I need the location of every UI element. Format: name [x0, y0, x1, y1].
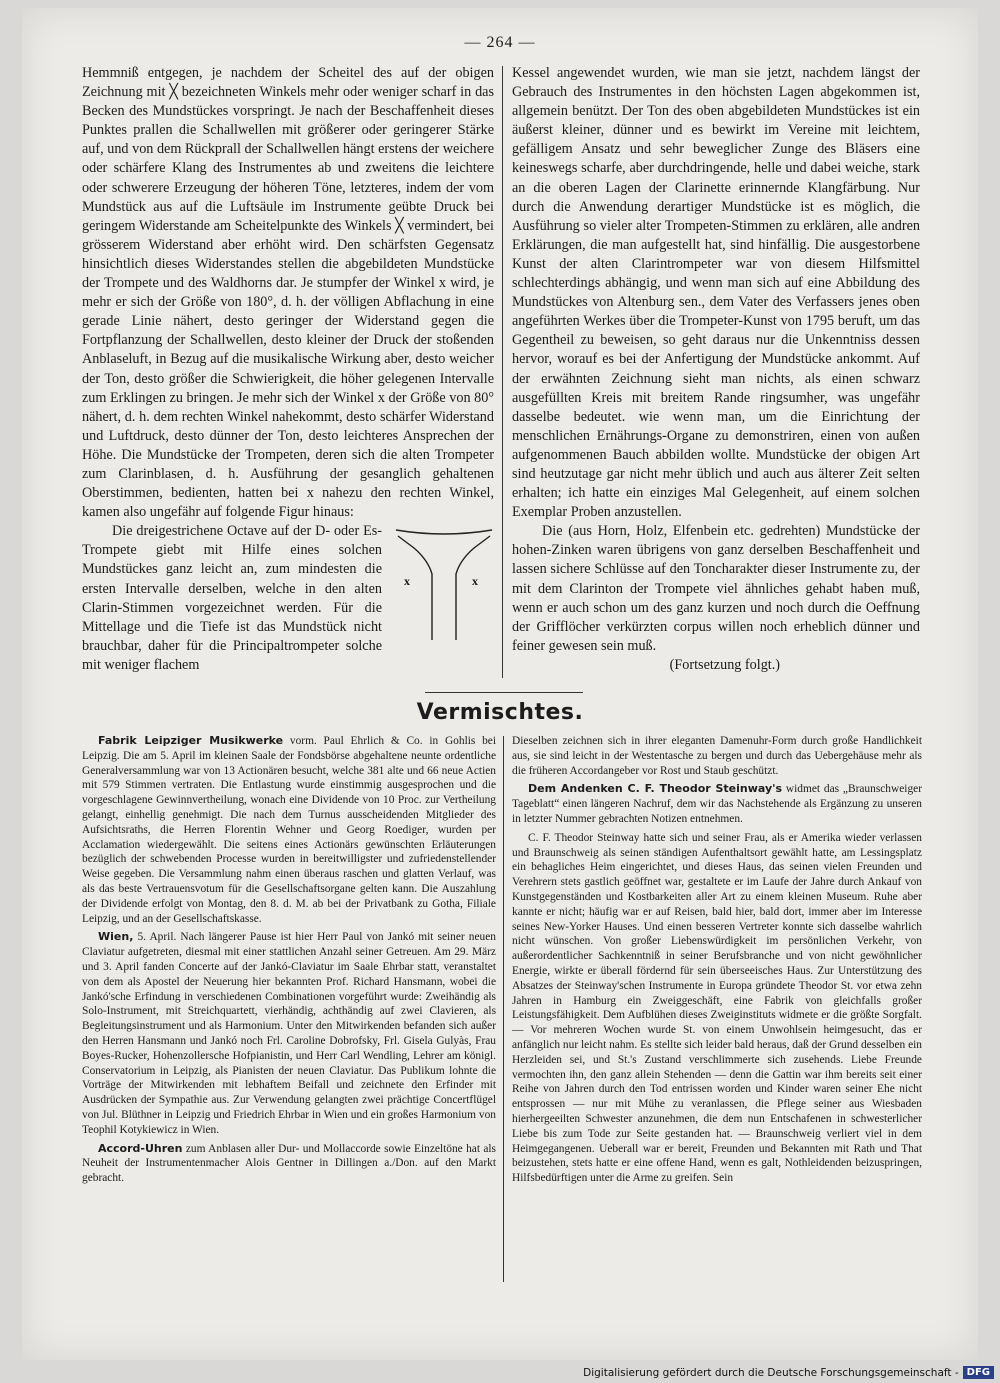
article-paragraph: Die dreigestrichene Octave auf der D- oder Es-Trompete giebt mit Hilfe eines solchen Mundstückes ganz leicht an, zum mindesten die ersten Intervalle derselben, welche in den alten Clarin-Stimmen vorgezeichnet werden. Für die Mittellage und die Tiefe ist das Mundstück nicht brauchbar, daher für die Principaltrompeter solche mit weniger flachem [82, 523, 382, 673]
news-item [82, 930, 496, 1137]
article-right-column [512, 64, 920, 675]
column-divider [502, 66, 503, 678]
news-right-column [512, 734, 922, 1190]
news-item-body: C. F. Theodor Steinway hatte sich und seiner Frau, als er Amerika wieder verlassen und Braunschweig als seinen ständigen Aufenthaltsort gewählt hatte, am Lessingsplatz ein behagliches Heim eingerichtet, und dieses Haus, das seinen vielen Freunden und Verehrern stets gastlich geöffnet war, gestaltete er im Laufe der Jahre durch Ankauf von Kunstgegenständen und Kostbarkeiten aller Art zu einem kleinen Museum. Ruhe aber kannte er nicht; häufig war er auf Reisen, bald hier, bald dort, immer aber im Interesse seines New-Yorker Hauses. Und einen besseren Vertreter konnte sich dasselbe wahrlich nicht wünschen. Von großer Liebenswürdigkeit im persönlichen Verkehr, von außerordentlicher Sachkenntniß in seiner Berufsbranche und von nicht gewöhnlicher Energie, wirkte er überall fördernd für sein überseeisches Haus. Zur Unterstützung des Absatzes der Steinway'schen Instrumente in Europa gründete Theodor St. vor etwa zehn Jahren in Hamburg ein Zweiggeschäft, eine Fabrik von gleichfalls großer Leistungsfähigkeit. Dem Aufblühen dieses Zweiginstituts widmete er die größte Sorgfalt. — Vor mehreren Wochen wurde St. von einem Unwohlsein heimgesucht, das er anfänglich nur leicht nahm. Es stellte sich leider bald heraus, daß der Grund desselben ein Herzleiden sei, und St.'s Zustand verschlimmerte sich zusehends. Liebe Freunde vermochten ihn, den ganz allein Stehenden — denn die Gattin war ihm bereits seit einer Reihe von Jahren durch den Tod entrissen worden und Kinder waren seiner Ehe nicht entsprossen — nur mit Mühe zu veranlassen, die Pflege seiner aus Wiesbaden hierhergeeilten Schwester anzunehmen, die dem nun Entschafenen in schwesterlicher Liebe bis zum Tode zur Seite gestanden hat. — Braunschweig verliert viel in dem Heimgegangenen. Ueberall war er bereit, Freunden und Bekannten mit Rath und That beizustehen, stets hatte er eine offene Hand, wenn es galt, Nothleidenden beizuspringen, Hilfsbedürftigen unter die Arme zu greifen. Sein [512, 831, 922, 1185]
section-rule [425, 692, 583, 693]
digitization-footer [583, 1366, 994, 1379]
continuation-note: (Fortsetzung folgt.) [669, 656, 780, 673]
page-number: — 264 — [464, 34, 536, 51]
news-item-continued: Dieselben zeichnen sich in ihrer eleganten Damenuhr-Form durch große Handlichkeit aus, sie sind leicht in der Westentasche zu bergen und durch das Uebergehäuse mehr als die früheren Accordangeber vor Rost und Staub geschützt. [512, 735, 922, 777]
mouthpiece-figure [394, 524, 494, 642]
news-item-body: widmet das „Braunschweiger Tageblatt“ einen längeren Nachruf, dem wir das Nachstehende als Ergänzung zu unseren in letzter Nummer gebrachten Notizen entnehmen. [512, 783, 922, 825]
news-item [82, 1142, 496, 1186]
article-paragraph: Hemmniß entgegen, je nachdem der Scheitel des auf der obigen Zeichnung mit ╳ bezeichneten Winkels mehr oder weniger scharf in das Becken des Mundstückes vorspringt. Je nach der Beschaffenheit dieses Punktes prallen die Schallwellen mit größerer oder geringerer Stärke auf, und von dem Rückprall der Schallwellen hängt erstens der weichere oder schärfere Klang des Instrumentes ab und zweitens die leichtere oder schwerere Erzeugung der höheren Töne, letzteres, indem der vom Mundstück aus auf die Luftsäule im Instrumente geübte Druck bei geringem Widerstande am Scheitelpunkte des Winkels ╳ vermindert, bei grösserem Widerstand aber erhöht wird. Den schärfsten Gegensatz hinsichtlich dieses Widerstandes stellen die abgebildeten Mundstücke der Trompete und des Waldhorns dar. Je stumpfer der Winkel x wird, je mehr er sich der Größe von 180°, d. h. der völligen Abflachung in eine gerade Linie nähert, desto geringer der Widerstand gegen die Fortpflanzung der Schallwellen, desto kleiner der Druck der stoßenden Anblaseluft, in Bezug auf die musikalische Wirkung aber, desto weicher der Ton, desto größer die Schwierigkeit, die höher gelegenen Intervalle zum Erklingen zu bringen. Je mehr sich der Winkel x der Größe von 80° nähert, d. h. dem rechten Winkel nahekommt, desto schärfer Widerstand und Luftdruck, desto dünner der Ton, desto leichteres Ansprechen der Höhe. Die Mundstücke der Trompeten, deren sich die alten Trompeter zum Clarinblasen, d. h. Ausführung der gesanglich gehaltenen Oberstimmen, bedienten, hatten bei x nahezu den rechten Winkel, kamen also ungefähr auf folgende Figur hinaus: [82, 65, 494, 521]
news-item-lead: Wien, [98, 930, 134, 944]
figure-block [82, 522, 494, 675]
footer-text: Digitalisierung gefördert durch die Deutsche Forschungsgemeinschaft - [583, 1366, 959, 1379]
dfg-logo: DFG [963, 1366, 994, 1379]
news-item-lead: Dem Andenken C. F. Theodor Steinway's [528, 782, 783, 796]
news-item-lead: Fabrik Leipziger Musikwerke [98, 734, 284, 747]
figure-label-right: x [472, 574, 478, 589]
column-divider [503, 736, 504, 1282]
news-item-body: 5. April. Nach längerer Pause ist hier Herr Paul von Jankó mit seiner neuen Claviatur aufgetreten, diesmal mit einer stattlichen Anzahl seiner Getreuen. Am 29. März und 3. April fanden Concerte auf der Jankó-Claviatur im Saale Ehrbar statt, veranstaltet von dem als Apostel der Neuerung hier bekannten Prof. Richard Hansmann, wobei die Jankó'sche Erfindung in verschiedenen Combinationen vorgeführt wurde: Zweihändig als Solo-Instrument, mit Streichquartett, vierhändig, achthändig auf zwei Clavieren, als Begleitungsinstrument und als Harmonium. Unter den Mitwirkenden befanden sich außer den Herren Hansmann und Jankó noch Frl. Caroline Dobrofsky, Frl. Gisela Gulyàs, Frau Boyes-Rucker, Hohenzollersche Hofpianistin, und Herr Carl Wendling, Lehrer am königl. Conservatorium in Leipzig, als Pianisten der neuen Claviatur. Das Publikum lohnte die Vorträge der Mitwirkenden mit lebhaftem Beifall und zeichnete den Erfinder mit Ausdrücken der Sympathie aus. Zur Verwendung gelangten zwei prächtige Concertflügel von Jul. Blüthner in Leipzig und Friedrich Ehrbar in Wien und ein großes Harmonium von Teophil Kotykiewicz in Wien. [82, 931, 496, 1136]
article-paragraph: Die (aus Horn, Holz, Elfenbein etc. gedrehten) Mundstücke der hohen-Zinken waren übrigens von ganz derselben Beschaffenheit und lassen sichere Schlüsse auf den Toncharakter dieser Instrumente zu, der mit dem Clarinton der Trompete viel ähnliches gehabt haben muß, wenn er auch schon um des ganz kurzen und noch durch die Oeffnung der Grifflöcher verkürzten corpus willen noch erheblich dünner und feiner gewesen sein muß. [512, 523, 920, 654]
section-title: Vermischtes. [416, 700, 584, 725]
article-paragraph: Kessel angewendet wurden, wie man sie jetzt, nachdem längst der Gebrauch des Instrumentes in den höchsten Lagen abgekommen ist, allgemein benützt. Der Ton des oben abgebildeten Mundstückes ist ein äußerst kleiner, dünner und es bewirkt im Vereine mit leichtem, gefälligem Ansatz und sehr beweglicher Zunge des Bläsers eine keineswegs scharfe, aber durchdringende, helle und dabei weiche, stark an die oberen Lagen der Clarinette erinnernde Klangfärbung. Nur durch die Anwendung derartiger Mundstücke ist es möglich, die Ausführung so vieler alter Trompeten-Stimmen zu erklären, alle andren Erklärungen, die man aufgestellt hat, sind hinfällig. Die ausgestorbene Kunst der alten Clarintrompeter war von diesem Hilfsmittel schlechterdings abhängig, und wenn man sich auf eine Abbildung des Mundstückes von Altenburg sen., dem Vater des Verfassers jenes oben angeführten Werkes über die Trompeter-Kunst von 1795 beruft, um das Gegentheil zu beweisen, so geht daraus nur die Unkenntniss dessen hervor, worauf es bei der Anfertigung der Mundstücke ankommt. Auf der erwähnten Zeichnung sieht man nichts, als einen schwarz ausgefüllten Kreis mit breitem Rande ringsumher, was ungefähr dasselbe bedeutet. wie wenn man, um die Einrichtung der menschlichen Ernährungs-Organe zu demonstriren, einen von außen aufgenommenen Bauch abbilden wollte. Mundstücke der obigen Art sind heutzutage gar nicht mehr üblich und auch aus älterer Zeit selten erhalten; ich hatte ein einziges Mal Gelegenheit, auf einem solchen Exemplar Proben anzustellen. [512, 65, 920, 521]
news-item-lead: Accord-Uhren [98, 1141, 183, 1155]
news-item-body: zum Anblasen aller Dur- und Mollaccorde sowie Einzeltöne hat als Neuheit der Instrumentenmacher Alois Gentner in Dillingen a./Don. auf den Markt gebracht. [82, 1142, 496, 1185]
news-item [82, 734, 496, 926]
news-left-column [82, 734, 496, 1190]
news-item [512, 782, 922, 826]
article-left-column [82, 64, 494, 675]
figure-label-left: x [404, 574, 410, 589]
news-item-body: vorm. Paul Ehrlich & Co. in Gohlis bei Leipzig. Die am 5. April im kleinen Saale der Fondsbörse abgehaltene neunte ordentliche Generalversammlung war von 13 Actionären besucht, welche 381 alte und 66 neue Actien mit 579 Stimmen vertraten. Die Entlastung wurde einstimmig ausgesprochen und die vorgeschlagene Gewinnvertheilung, wonach eine Dividende von 10 Proc. zur Vertheilung gelangt, einhellig genehmigt. Die nach dem Turnus ausscheidenden Mitglieder des Aufsichtsraths, die Herren Florentin Wehner und Georg Roediger, wurden per Acclamation wiedergewählt. Die seitens eines Actionärs gewünschten Erläuterungen bezüglich der schwebenden Processe wurden in bereitwilligster und zufriedenstellender Weise gegeben. Die Versammlung nahm einen überaus raschen und glatten Verlauf, was als das beste Vertrauensvotum für die Gesellschaftsorgane gelten kann. Die Auszahlung der Dividende erfolgt von Montag, den 8. d. M. ab bei der Privatbank zu Gotha, Filiale Leipzig, und an der Gesellschaftskasse. [82, 735, 496, 925]
